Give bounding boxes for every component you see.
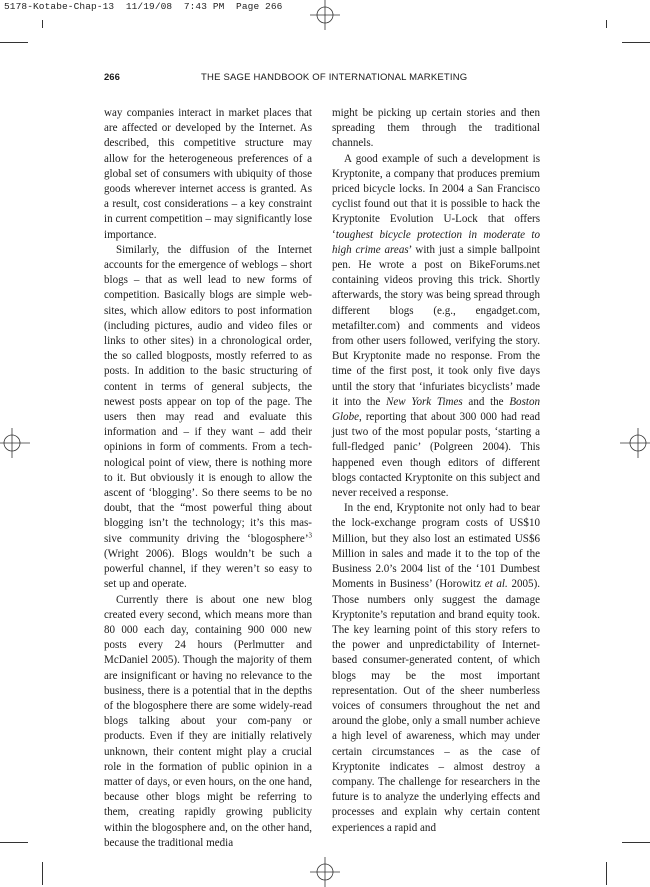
paragraph <box>332 152 540 502</box>
crop-mark-bottom-right-h <box>622 842 650 843</box>
text-column-right <box>332 106 540 836</box>
registration-mark-bottom-icon <box>310 857 340 887</box>
page-number: 266 <box>104 72 120 83</box>
paragraph-text: Similarly, the diffusion of the Internet accounts for the emergence of weblogs – short blogs – that as well lead to new forms of competition. Basically blogs are simple web-sites, which allow editors to post information (including pictures, audio and video files or links to other sites) in a chronological order, the so called blogposts, mostly referred to as posts. In addition to the basic structuring of content in terms of general subjects, the newest posts appear on top of the page. The users then may read and evaluate this information and – if they want – add their opinions in form of comments. From a tech-nological point of view, there is nothing more to it. But obviously it is enough to allow the ascent of ‘blogging’. So there seems to be no doubt, that the “most powerful thing about blogging isn’t the technology; it’s this mas-sive community driving the ‘blogosphere’ <box>104 243 312 545</box>
registration-mark-right-icon <box>620 428 650 458</box>
registration-mark-left-icon <box>0 428 30 458</box>
paragraph: might be picking up certain stories and then spreading them through the traditional channels. <box>332 107 540 150</box>
paragraph: way companies interact in market places that are affected or developed by the Internet. As described, this competitive structure may allow for the heterogeneous preferences of a global set of consumers with ubiquity of those goods wherever internet access is granted. As a result, cost considerations – a key constraint in current competition – may significantly lose importance. <box>104 107 312 241</box>
paragraph-text: In the end, Kryptonite not only had to bear the lock-exchange program costs of US$10 Million, but they also lost an estimated US$6 Million in sales and made it to the top of the Business 2.0’s 2004 list of the ‘101 Dumbest Moments in Business’ (Horowitz <box>332 502 540 591</box>
crop-mark-bottom-left-v <box>42 862 43 885</box>
paragraph <box>104 243 312 593</box>
crop-mark-top-left-h <box>0 42 28 43</box>
text-column-left <box>104 106 312 851</box>
paragraph-text: (Wright 2006). Blogs wouldn’t be such a powerful channel, if they weren’t so easy to set up and operate. <box>104 547 312 591</box>
registration-mark-top-icon <box>310 0 340 30</box>
footnote-marker: 3 <box>308 531 312 540</box>
crop-mark-bottom-right-v <box>606 862 607 885</box>
paragraph: Currently there is about one new blog created every second, which means more than 80 000 each day, containing 900 000 new posts every 24 hours (Perlmutter and McDaniel 2005). Though the majority of them are insignificant or having no relevance to the business, there is a potential that in the depths of the blogosphere there are some widely-read blogs talking about your com-pany or products. Even if they are initially relatively unknown, their content might play a crucial role in the formation of public opinion in a matter of days, or even hours, on the one hand, because other blogs might be referring to them, creating rapidly growing publicity within the blogosphere and, on the other hand, because the traditional media <box>104 593 312 849</box>
paragraph <box>332 501 540 835</box>
emphasis-quote: toughest bicycle protection in moderate to high crime areas <box>332 228 540 256</box>
paragraph-text: ’ with just a simple ballpoint pen. He wrote a post on BikeForums.net containing videos proving this trick. Shortly afterwards, the story was being spread through different blogs (e.g., engadget.com, metafilter.com) and comments and videos from other users followed, verifying the story. But Kryptonite made no response. From the time of the first post, it took only five days until the story that ‘infuriates bicyclists’ made it into the <box>332 243 540 408</box>
paragraph-text: A good example of such a development is Kryptonite, a company that produces premium priced bicycle locks. In 2004 a San Francisco cyclist found out that it is possible to hack the Kryptonite Evolution U-Lock that offers ‘ <box>332 152 540 241</box>
running-head <box>104 72 540 88</box>
print-slug-line: 5178-Kotabe-Chap-13 11/19/08 7:43 PM Page 266 <box>4 1 283 12</box>
paragraph-text: 2005). Those numbers only suggest the damage Kryptonite’s reputation and brand equity took. The key learning point of this story refers to the power and unpredictability of Internet-based consumer-generated content, of which blogs may be the most important representation. Out of the sheer numberless voices of consumers throughout the net and around the globe, only a small number achieve a high level of awareness, which may under certain circumstances – as the case of Kryptonite indicates – almost destroy a company. The challenge for researchers in the future is to analyze the underlying effects and processes and explain why certain content experiences a rapid and <box>332 578 541 834</box>
emphasis-newspaper: Boston Globe <box>332 395 540 424</box>
paragraph-text: , reporting that about 300 000 had read just two of the most popular posts, ‘starting a full-fledged panic’ (Polgreen 2004). This happened even though editors of different blogs contacted Kryptonite on this subject and never received a response. <box>332 411 540 500</box>
emphasis-et-al: et al. <box>484 578 508 591</box>
crop-mark-bottom-left-h <box>0 842 28 843</box>
emphasis-newspaper: New York Times <box>385 395 463 408</box>
paragraph-text: and the <box>462 395 510 408</box>
book-title: THE SAGE HANDBOOK OF INTERNATIONAL MARKETING <box>201 72 468 83</box>
crop-mark-top-left-v <box>42 20 43 28</box>
crop-mark-top-right-h <box>622 42 650 43</box>
crop-mark-top-right-v <box>606 20 607 28</box>
